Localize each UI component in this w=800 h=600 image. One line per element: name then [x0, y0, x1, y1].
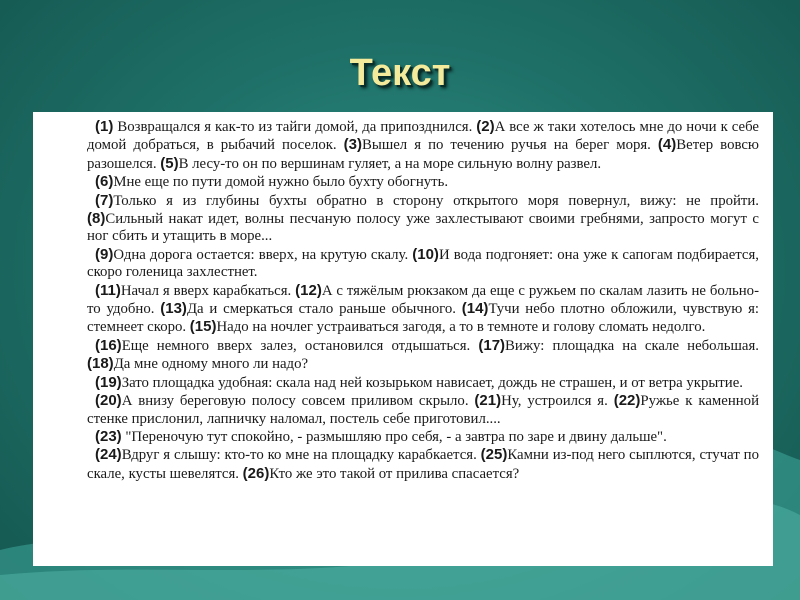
sentence-number: (10): [412, 245, 439, 263]
sentence-number: (26): [242, 464, 270, 482]
sentence-text: Ну, устроился я.: [501, 393, 614, 410]
sentence-text: Одна дорога остается: вверх, на крутую скалу.: [113, 246, 413, 263]
paragraph: [87, 118, 759, 173]
sentence-number: (6): [95, 173, 114, 191]
paragraph: [87, 282, 759, 337]
sentence-number: (20): [95, 392, 122, 410]
paragraph: [87, 173, 759, 191]
sentence-number: (14): [461, 300, 489, 318]
sentence-number: (8): [87, 210, 106, 228]
sentence-number: (2): [476, 118, 495, 135]
sentence-text: А с тяжёлым рюкзаком да еще с ружьем по скалам лазить не больно-то удобно.: [87, 282, 759, 318]
paragraph: [87, 246, 759, 282]
paragraph: [87, 392, 759, 428]
sentence-text: Вдруг я слышу: кто-то ко мне на площадку карабкается.: [121, 447, 481, 464]
sentence-number: (18): [87, 355, 114, 373]
paragraph: [87, 337, 759, 374]
sentence-number: (3): [343, 136, 363, 154]
sentence-number: (23): [95, 427, 122, 445]
paragraph: [87, 446, 759, 483]
sentence-text: В лесу-то он по вершинам гуляет, а на море сильную волну развел.: [178, 155, 602, 172]
sentence-text: И вода подгоняет: она уже к сапогам подбирается, скоро голеница захлестнет.: [87, 246, 759, 281]
sentence-number: (21): [474, 392, 502, 410]
sentence-text: А внизу береговую полосу совсем приливом скрыло.: [121, 393, 475, 410]
sentence-text: А все ж таки хотелось мне до ночи к себе домой добраться, в рыбачий поселок.: [87, 119, 759, 154]
sentence-text: "Переночую тут спокойно, - размышляю про себя, - а завтра по заре и двину дальше".: [121, 428, 667, 445]
sentence-text: Ветер вовсю разошелся.: [87, 137, 759, 172]
sentence-number: (5): [160, 154, 179, 172]
sentence-text: Возвращался я как-то из тайги домой, да припозднился.: [113, 119, 477, 135]
sentence-number: (7): [95, 191, 114, 209]
sentence-text: Еще немного вверх залез, остановился отдышаться.: [121, 337, 479, 354]
sentence-text: Да и смеркаться стало раньше обычного.: [186, 301, 462, 318]
sentence-number: (4): [657, 136, 677, 154]
sentence-text: Мне еще по пути домой нужно было бухту обогнуть.: [113, 174, 449, 191]
sentence-text: Начал я вверх карабкаться.: [120, 282, 296, 299]
sentence-text: Тучи небо плотно обложили, чувствую я: стемнеет скоро.: [87, 301, 760, 336]
paragraph: [87, 428, 759, 446]
sentence-number: (16): [95, 336, 122, 354]
sentence-text: Ружье к каменной стенке прислонил, лапничку наломал, постель себе приготовил....: [87, 393, 759, 427]
sentence-number: (13): [160, 300, 187, 318]
sentence-number: (19): [95, 373, 122, 391]
sentence-text: Зато площадка удобная: скала над ней козырьком нависает, дождь не страшен, и от ветра укрытие.: [121, 374, 743, 391]
sentence-number: (1): [95, 118, 114, 135]
paragraph: [87, 374, 759, 392]
sentence-number: (25): [480, 446, 508, 464]
slide-title: Текст: [349, 52, 451, 94]
sentence-text: Только я из глубины бухты обратно в сторону открытого моря повернул, вижу: не пройти.: [113, 192, 759, 209]
sentence-number: (12): [295, 281, 322, 299]
sentence-text: Да мне одному много ли надо?: [113, 356, 309, 373]
sentence-text: Сильный накат идет, волны песчаную полосу уже захлестывают своими гребнями, запросто могут с ног сбить и утащить в море...: [87, 211, 759, 245]
sentence-text: Камни из-под него сыплются, стучат по скале, кусты шевелятся.: [87, 447, 759, 482]
sentence-number: (11): [95, 281, 121, 299]
sentence-text: Кто же это такой от прилива спасается?: [269, 465, 520, 482]
sentence-text: Вышел я по течению ручья на берег моря.: [362, 137, 658, 154]
sentence-number: (22): [613, 392, 641, 410]
text-box: [33, 112, 773, 566]
sentence-number: (24): [95, 446, 122, 464]
paragraph: [87, 192, 759, 246]
sentence-number: (15): [189, 318, 217, 336]
sentence-text: Вижу: площадка на скале небольшая.: [505, 337, 759, 354]
sentence-text: Надо на ночлег устраиваться загодя, а то в темноте и голову сломать недолго.: [216, 319, 706, 336]
sentence-number: (17): [478, 336, 506, 354]
sentence-number: (9): [95, 245, 114, 263]
